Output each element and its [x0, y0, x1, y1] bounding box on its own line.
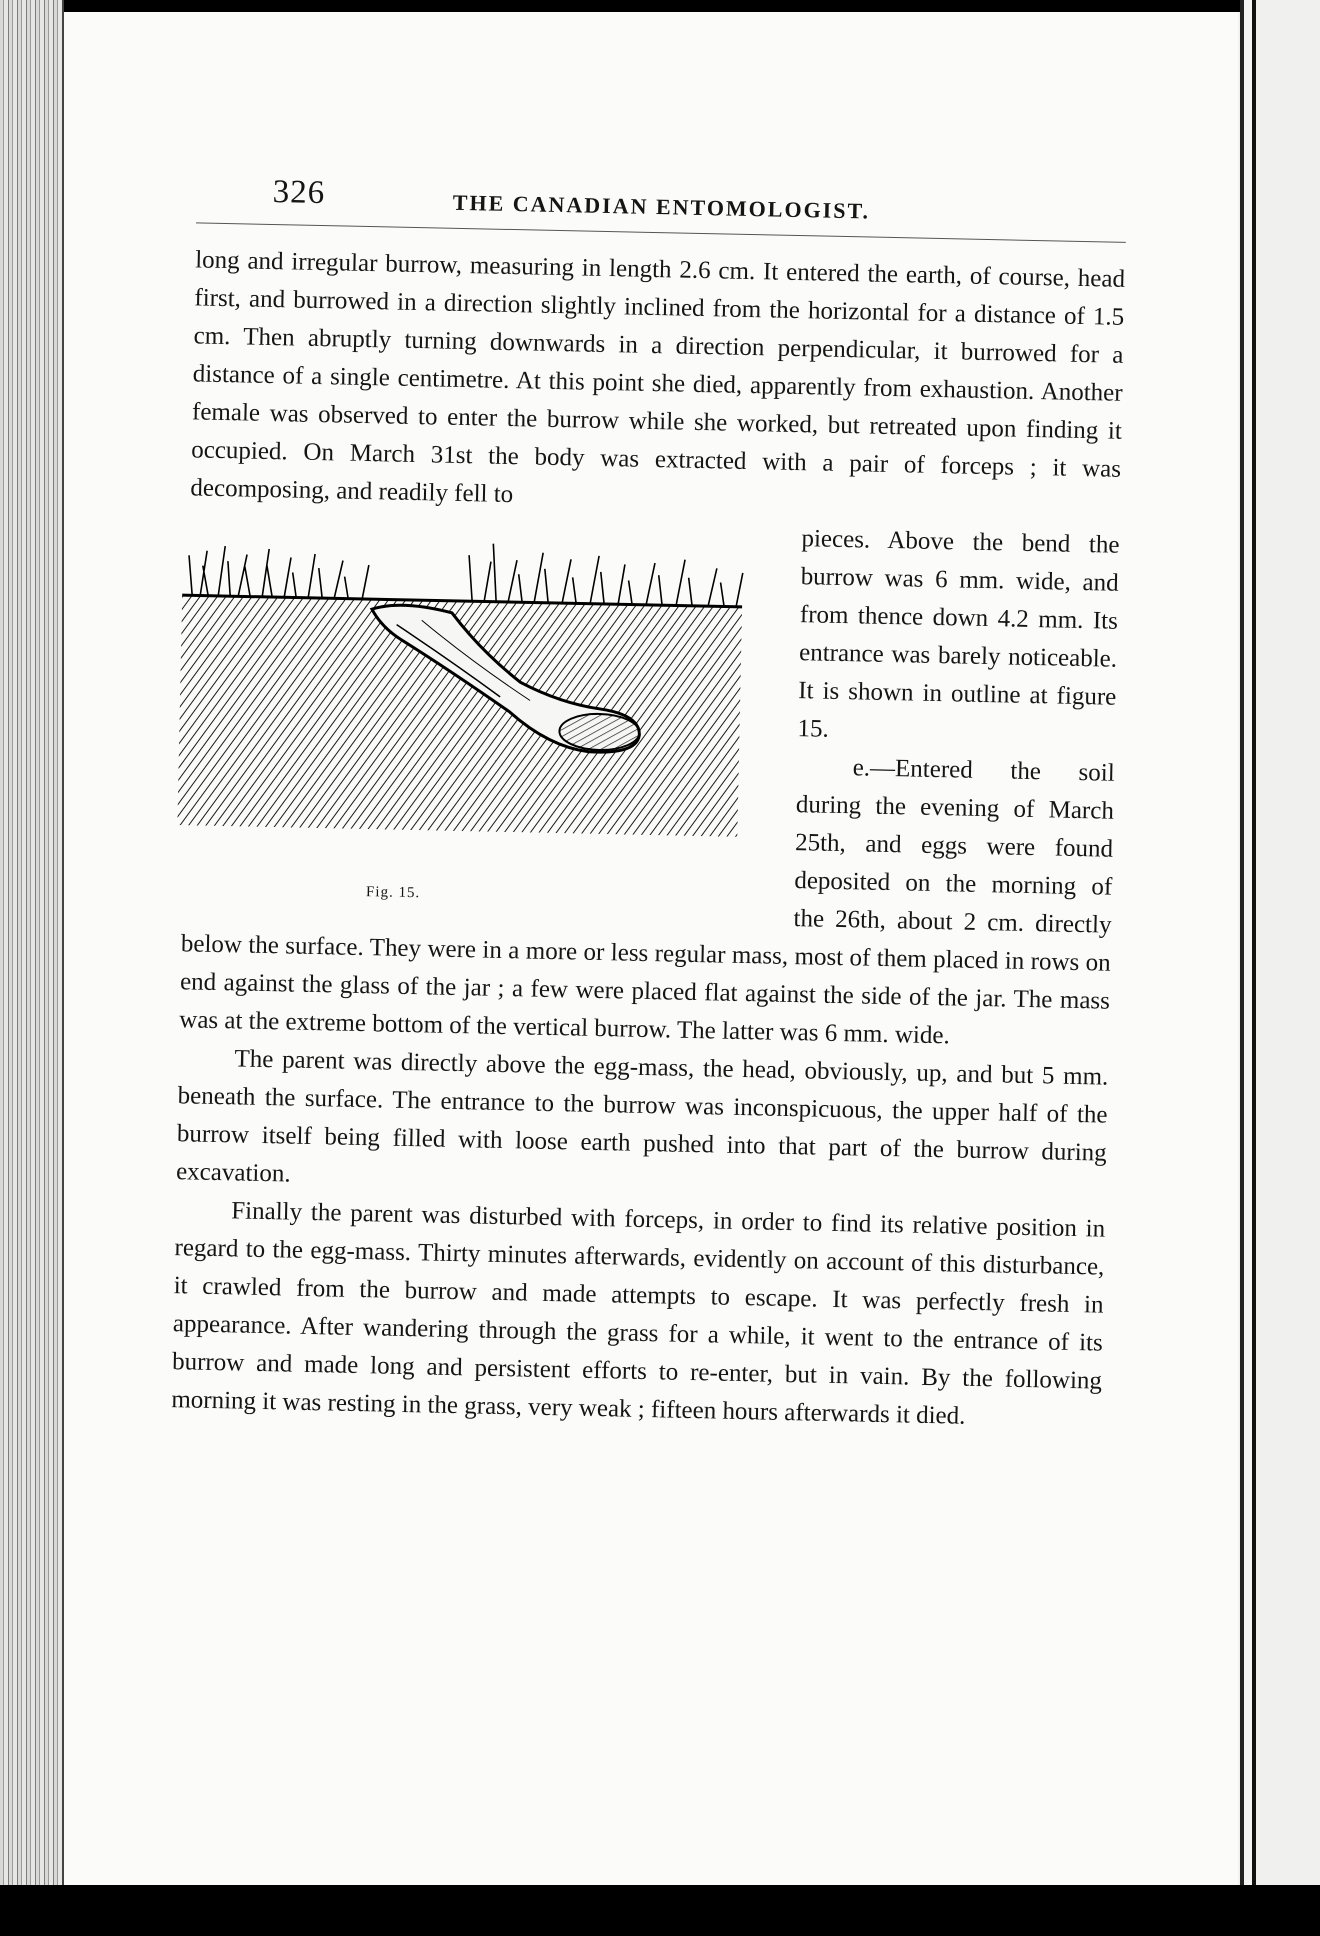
book-page: [64, 12, 1238, 1885]
paragraph-specimen-e: e.—Entered the soil during the evening of March 25th, and eggs were found deposited on the morning of the 26th, about 2 cm. directly below the surface. They were in a more or less regular mass, most of them placed in rows on end against the glass of the jar ; a few were placed flat against the side of the jar. The mass was at the extreme bottom of the vertical burrow. The latter was 6 mm. wide.: [179, 754, 1115, 1050]
book-page-edges-left: [0, 0, 64, 1900]
burrow-chamber: [559, 713, 640, 751]
paragraph-parent-position: The parent was directly above the egg-mass, the head, obviously, up, and but 5 mm. beneath the surface. The entrance to the burrow was inconspicuous, the upper half of the burrow itself being filled with loose earth pushed into that part of the burrow during excavation.: [175, 1045, 1109, 1188]
page-content: [171, 162, 1127, 1438]
figure-caption: Fig. 15.: [365, 884, 421, 902]
page-number: 326: [272, 173, 326, 212]
running-head: [196, 162, 1127, 242]
scan-bottom-border: [0, 1885, 1320, 1936]
scan-top-border: [0, 0, 1320, 12]
journal-title: THE CANADIAN ENTOMOLOGIST.: [452, 189, 871, 224]
burrow-illustration: [167, 525, 753, 837]
book-page-edges-right: [1240, 0, 1320, 1900]
figure-15: [166, 525, 774, 919]
paragraph-disturbance: Finally the parent was disturbed with forceps, in order to find its relative position in regard to the egg-mass. Thirty minutes afterwards, evidently on account of this disturbance, it crawled from the burrow and made attempts to escape. It was perfectly fresh in appearance. After wandering through the grass for a while, it went to the entrance of its burrow and made long and persistent efforts to re-enter, but in vain. By the following morning it was resting in the grass, very weak ; fifteen hours afterwards it died.: [171, 1197, 1106, 1430]
body-text: [171, 241, 1125, 1438]
paragraph-continued: long and irregular burrow, measuring in length 2.6 cm. It entered the earth, of course, head first, and burrowed in a direction slightly inclined from the horizontal for a distance of 1.5 cm. Then abruptly turning downwards in a direction perpendicular, it burrowed for a distance of a single centimetre. At this point she died, apparently from exhaustion. Another female was observed to enter the burrow while she worked, but retreated upon finding it occupied. On March 31st the body was extracted with a pair of forceps ; it was decomposing, and readily fell to: [190, 246, 1126, 509]
grass-icon: [188, 537, 743, 607]
paragraph-burrow-dimensions: pieces. Above the bend the burrow was 6 mm. wide, and from thence down 4.2 mm. Its entrance was barely noticeable. It is shown in outline at figure 15.: [797, 525, 1120, 743]
